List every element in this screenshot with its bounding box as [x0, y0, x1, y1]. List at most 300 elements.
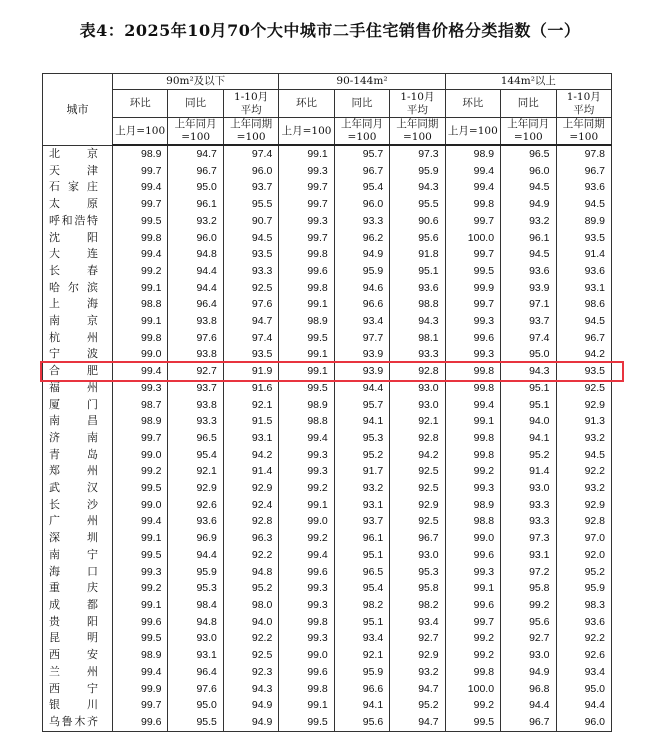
group-header-small: 90m²及以下	[113, 74, 279, 90]
mom-header: 环比	[113, 90, 168, 118]
index-value-cell: 95.7	[334, 145, 389, 163]
index-value-cell: 99.7	[113, 430, 168, 447]
index-value-cell: 94.4	[556, 697, 612, 714]
index-value-cell: 97.7	[334, 330, 389, 347]
index-value-cell: 99.7	[113, 697, 168, 714]
table-row	[43, 179, 612, 196]
index-value-cell: 92.9	[168, 480, 223, 497]
index-value-cell: 95.0	[556, 681, 612, 698]
index-value-cell: 93.7	[501, 313, 556, 330]
index-value-cell: 97.0	[556, 530, 612, 547]
index-value-cell: 95.3	[390, 564, 445, 581]
table-row	[43, 614, 612, 631]
index-value-cell: 99.2	[113, 580, 168, 597]
base-last-year-month: 上年同月 =100	[334, 118, 389, 146]
index-value-cell: 98.8	[279, 413, 334, 430]
index-value-cell: 95.1	[390, 263, 445, 280]
index-value-cell: 94.3	[390, 179, 445, 196]
index-value-cell: 93.0	[168, 630, 223, 647]
index-value-cell: 94.4	[334, 380, 389, 397]
index-value-cell: 99.4	[113, 664, 168, 681]
index-value-cell: 93.0	[390, 380, 445, 397]
index-value-cell: 92.5	[223, 647, 278, 664]
index-value-cell: 95.7	[334, 397, 389, 414]
city-cell: 昆明	[43, 630, 113, 647]
index-value-cell: 91.4	[501, 463, 556, 480]
index-value-cell: 96.3	[223, 530, 278, 547]
index-value-cell: 96.7	[390, 530, 445, 547]
index-value-cell: 91.8	[390, 246, 445, 263]
index-value-cell: 99.5	[113, 630, 168, 647]
table-row	[43, 597, 612, 614]
index-value-cell: 95.1	[501, 380, 556, 397]
index-value-cell: 92.9	[390, 647, 445, 664]
table-row	[43, 213, 612, 230]
index-value-cell: 95.0	[168, 697, 223, 714]
index-value-cell: 95.6	[334, 714, 389, 731]
index-value-cell: 92.7	[168, 363, 223, 380]
index-value-cell: 99.1	[445, 413, 500, 430]
index-value-cell: 99.5	[113, 213, 168, 230]
table-row	[43, 330, 612, 347]
table-title: 表4：2025年10月70个大中城市二手住宅销售价格分类指数（一）	[79, 21, 581, 40]
index-value-cell: 92.0	[556, 547, 612, 564]
city-cell: 太原	[43, 196, 113, 213]
index-value-cell: 99.3	[445, 564, 500, 581]
index-value-cell: 99.6	[445, 547, 500, 564]
index-value-cell: 99.1	[279, 145, 334, 163]
index-value-cell: 95.6	[390, 230, 445, 247]
index-value-cell: 93.6	[556, 263, 612, 280]
index-value-cell: 99.8	[113, 330, 168, 347]
index-value-cell: 95.2	[334, 447, 389, 464]
index-value-cell: 94.7	[390, 714, 445, 731]
index-value-cell: 99.7	[445, 296, 500, 313]
index-value-cell: 99.0	[113, 346, 168, 363]
table-row	[43, 547, 612, 564]
index-value-cell: 96.6	[334, 681, 389, 698]
index-value-cell: 99.0	[279, 513, 334, 530]
index-value-cell: 93.0	[501, 647, 556, 664]
index-value-cell: 94.5	[556, 196, 612, 213]
index-value-cell: 94.1	[501, 430, 556, 447]
index-value-cell: 91.6	[223, 380, 278, 397]
base-last-year-period: 上年同期 =100	[390, 118, 445, 146]
index-value-cell: 96.6	[334, 296, 389, 313]
city-cell: 南昌	[43, 413, 113, 430]
index-value-cell: 99.5	[279, 714, 334, 731]
city-cell: 呼和浩特	[43, 213, 113, 230]
index-value-cell: 95.9	[334, 263, 389, 280]
index-value-cell: 94.5	[501, 179, 556, 196]
index-value-cell: 95.9	[390, 163, 445, 180]
city-cell: 郑州	[43, 463, 113, 480]
index-value-cell: 92.6	[168, 497, 223, 514]
index-value-cell: 99.3	[445, 313, 500, 330]
index-value-cell: 99.5	[445, 263, 500, 280]
index-value-cell: 95.4	[168, 447, 223, 464]
index-value-cell: 99.3	[279, 213, 334, 230]
table-row	[43, 647, 612, 664]
index-value-cell: 99.3	[113, 564, 168, 581]
index-value-cell: 98.9	[445, 497, 500, 514]
table-row	[43, 280, 612, 297]
index-value-cell: 99.1	[279, 697, 334, 714]
index-value-cell: 99.1	[279, 346, 334, 363]
index-value-cell: 94.9	[223, 714, 278, 731]
index-value-cell: 91.3	[556, 413, 612, 430]
index-value-cell: 93.9	[334, 363, 389, 380]
index-value-cell: 98.1	[390, 330, 445, 347]
city-cell: 乌鲁木齐	[43, 714, 113, 731]
index-value-cell: 99.4	[113, 246, 168, 263]
city-cell: 合肥	[43, 363, 113, 380]
index-value-cell: 96.0	[501, 163, 556, 180]
index-value-cell: 98.9	[279, 397, 334, 414]
index-value-cell: 99.8	[445, 430, 500, 447]
index-value-cell: 95.8	[501, 580, 556, 597]
index-value-cell: 98.9	[279, 313, 334, 330]
table-row	[43, 397, 612, 414]
index-value-cell: 92.9	[390, 497, 445, 514]
index-value-cell: 99.2	[445, 630, 500, 647]
index-value-cell: 95.5	[390, 196, 445, 213]
index-value-cell: 99.3	[445, 346, 500, 363]
index-value-cell: 92.5	[556, 380, 612, 397]
city-cell: 福州	[43, 380, 113, 397]
index-value-cell: 96.5	[501, 145, 556, 163]
index-value-cell: 93.7	[334, 513, 389, 530]
index-value-cell: 93.3	[390, 346, 445, 363]
index-value-cell: 93.5	[556, 363, 612, 380]
index-value-cell: 93.6	[501, 263, 556, 280]
city-cell: 海口	[43, 564, 113, 581]
index-value-cell: 92.8	[223, 513, 278, 530]
index-value-cell: 99.1	[113, 313, 168, 330]
index-value-cell: 94.3	[390, 313, 445, 330]
index-value-cell: 94.2	[390, 447, 445, 464]
table-row	[43, 480, 612, 497]
index-value-cell: 96.5	[168, 430, 223, 447]
base-last-year-period: 上年同期 =100	[223, 118, 278, 146]
index-value-cell: 99.7	[279, 230, 334, 247]
index-value-cell: 99.7	[279, 179, 334, 196]
index-value-cell: 98.0	[223, 597, 278, 614]
yoy-header: 同比	[334, 90, 389, 118]
table-row	[43, 714, 612, 731]
index-value-cell: 95.3	[334, 430, 389, 447]
index-value-cell: 94.8	[168, 614, 223, 631]
city-cell: 宁波	[43, 346, 113, 363]
city-cell: 武汉	[43, 480, 113, 497]
index-value-cell: 93.2	[556, 480, 612, 497]
city-cell: 石家庄	[43, 179, 113, 196]
index-value-cell: 99.4	[279, 547, 334, 564]
index-value-cell: 94.0	[223, 614, 278, 631]
index-value-cell: 92.4	[223, 497, 278, 514]
index-value-cell: 93.6	[556, 179, 612, 196]
index-value-cell: 92.1	[223, 397, 278, 414]
index-value-cell: 93.8	[168, 313, 223, 330]
index-value-cell: 98.4	[168, 597, 223, 614]
index-value-cell: 99.5	[279, 330, 334, 347]
index-value-cell: 99.4	[113, 513, 168, 530]
index-value-cell: 96.5	[334, 564, 389, 581]
index-value-cell: 93.2	[168, 213, 223, 230]
city-cell: 南宁	[43, 547, 113, 564]
index-value-cell: 97.8	[556, 145, 612, 163]
index-value-cell: 92.5	[390, 463, 445, 480]
table-body	[43, 145, 612, 731]
index-value-cell: 97.6	[168, 681, 223, 698]
index-value-cell: 96.0	[556, 714, 612, 731]
base-last-month: 上月=100	[279, 118, 334, 146]
index-value-cell: 99.6	[445, 330, 500, 347]
city-cell: 西安	[43, 647, 113, 664]
table-row	[43, 263, 612, 280]
index-value-cell: 92.9	[556, 497, 612, 514]
index-value-cell: 93.1	[501, 547, 556, 564]
index-value-cell: 97.4	[501, 330, 556, 347]
index-value-cell: 96.7	[334, 163, 389, 180]
index-value-cell: 99.7	[445, 614, 500, 631]
table-row	[43, 530, 612, 547]
index-value-cell: 92.9	[556, 397, 612, 414]
index-value-cell: 92.7	[501, 630, 556, 647]
index-value-cell: 99.4	[445, 179, 500, 196]
index-value-cell: 99.8	[445, 380, 500, 397]
index-value-cell: 93.6	[390, 280, 445, 297]
index-value-cell: 99.2	[445, 647, 500, 664]
index-value-cell: 93.4	[334, 313, 389, 330]
index-value-cell: 93.9	[334, 346, 389, 363]
sub-header-row	[43, 90, 612, 118]
index-value-cell: 94.6	[334, 280, 389, 297]
index-value-cell: 99.1	[113, 280, 168, 297]
city-cell: 厦门	[43, 397, 113, 414]
index-value-cell: 98.2	[390, 597, 445, 614]
table-row	[43, 463, 612, 480]
base-last-year-month: 上年同月 =100	[168, 118, 223, 146]
index-value-cell: 94.5	[501, 246, 556, 263]
index-value-cell: 94.5	[556, 447, 612, 464]
index-value-cell: 95.9	[168, 564, 223, 581]
index-value-cell: 94.5	[556, 313, 612, 330]
index-value-cell: 92.1	[334, 647, 389, 664]
index-value-cell: 92.5	[223, 280, 278, 297]
index-value-cell: 92.2	[556, 463, 612, 480]
index-value-cell: 92.5	[390, 513, 445, 530]
index-value-cell: 99.3	[279, 447, 334, 464]
index-value-cell: 99.2	[113, 463, 168, 480]
index-value-cell: 99.0	[113, 497, 168, 514]
index-value-cell: 93.6	[168, 513, 223, 530]
index-value-cell: 99.3	[445, 480, 500, 497]
index-value-cell: 93.1	[556, 280, 612, 297]
city-cell: 深圳	[43, 530, 113, 547]
index-value-cell: 98.8	[113, 296, 168, 313]
index-value-cell: 95.9	[334, 664, 389, 681]
index-value-cell: 99.0	[279, 647, 334, 664]
index-value-cell: 99.9	[113, 681, 168, 698]
base-last-month: 上月=100	[113, 118, 168, 146]
index-value-cell: 99.7	[113, 163, 168, 180]
index-value-cell: 94.0	[501, 413, 556, 430]
index-value-cell: 92.3	[223, 664, 278, 681]
index-value-cell: 93.7	[168, 380, 223, 397]
index-value-cell: 95.1	[501, 397, 556, 414]
index-value-cell: 93.0	[390, 397, 445, 414]
index-value-cell: 93.1	[168, 647, 223, 664]
city-cell: 杭州	[43, 330, 113, 347]
index-value-cell: 96.0	[334, 196, 389, 213]
index-value-cell: 93.6	[556, 614, 612, 631]
index-value-cell: 99.3	[279, 630, 334, 647]
index-value-cell: 99.3	[279, 597, 334, 614]
index-value-cell: 94.4	[168, 547, 223, 564]
table-row	[43, 513, 612, 530]
index-value-cell: 94.2	[223, 447, 278, 464]
index-value-cell: 96.7	[556, 163, 612, 180]
index-value-cell: 91.4	[556, 246, 612, 263]
index-value-cell: 96.0	[223, 163, 278, 180]
index-value-cell: 99.8	[445, 664, 500, 681]
index-value-cell: 95.2	[556, 564, 612, 581]
index-value-cell: 99.8	[445, 196, 500, 213]
index-value-cell: 99.2	[113, 263, 168, 280]
base-last-year-month: 上年同月 =100	[501, 118, 556, 146]
index-value-cell: 99.6	[113, 714, 168, 731]
index-value-cell: 94.9	[223, 697, 278, 714]
index-value-cell: 95.1	[334, 614, 389, 631]
index-value-cell: 99.4	[279, 430, 334, 447]
index-value-cell: 98.8	[445, 513, 500, 530]
city-cell: 天津	[43, 163, 113, 180]
city-cell: 长沙	[43, 497, 113, 514]
index-value-cell: 90.6	[390, 213, 445, 230]
index-value-cell: 96.8	[501, 681, 556, 698]
index-value-cell: 99.2	[445, 697, 500, 714]
mom-header: 环比	[279, 90, 334, 118]
index-value-cell: 99.6	[445, 597, 500, 614]
table-row	[43, 246, 612, 263]
index-value-cell: 93.4	[556, 664, 612, 681]
index-value-cell: 93.4	[334, 630, 389, 647]
table-row	[43, 163, 612, 180]
index-value-cell: 93.5	[223, 246, 278, 263]
index-value-cell: 97.1	[501, 296, 556, 313]
table-row	[43, 447, 612, 464]
city-cell: 成都	[43, 597, 113, 614]
index-value-cell: 94.7	[223, 313, 278, 330]
index-value-cell: 92.1	[168, 463, 223, 480]
index-value-cell: 95.9	[556, 580, 612, 597]
index-value-cell: 93.5	[556, 230, 612, 247]
index-value-cell: 95.0	[168, 179, 223, 196]
index-value-cell: 93.2	[334, 480, 389, 497]
index-value-cell: 99.2	[279, 480, 334, 497]
index-value-cell: 97.2	[501, 564, 556, 581]
index-value-cell: 93.8	[168, 397, 223, 414]
index-value-cell: 99.9	[445, 280, 500, 297]
index-value-cell: 93.3	[501, 513, 556, 530]
city-cell: 济南	[43, 430, 113, 447]
city-cell: 兰州	[43, 664, 113, 681]
index-value-cell: 95.4	[334, 580, 389, 597]
index-value-cell: 92.2	[223, 630, 278, 647]
table-row	[43, 230, 612, 247]
city-cell: 大连	[43, 246, 113, 263]
table-row	[43, 413, 612, 430]
index-value-cell: 93.3	[334, 213, 389, 230]
index-value-cell: 92.8	[390, 363, 445, 380]
index-value-cell: 93.2	[390, 664, 445, 681]
index-value-cell: 98.9	[113, 145, 168, 163]
index-value-cell: 99.8	[279, 614, 334, 631]
index-value-cell: 94.4	[168, 263, 223, 280]
index-value-cell: 99.3	[279, 163, 334, 180]
index-value-cell: 99.5	[113, 547, 168, 564]
index-value-cell: 99.2	[445, 463, 500, 480]
ytd-avg-header: 1-10月 平均	[556, 90, 612, 118]
city-cell: 西宁	[43, 681, 113, 698]
base-last-month: 上月=100	[445, 118, 500, 146]
index-value-cell: 99.3	[279, 463, 334, 480]
table-row	[43, 664, 612, 681]
index-value-cell: 93.9	[501, 280, 556, 297]
index-value-cell: 96.7	[168, 163, 223, 180]
index-value-cell: 97.3	[390, 145, 445, 163]
table-row	[43, 564, 612, 581]
price-index-table	[42, 73, 612, 732]
index-value-cell: 96.1	[334, 530, 389, 547]
city-cell: 重庆	[43, 580, 113, 597]
index-value-cell: 98.7	[113, 397, 168, 414]
ytd-avg-header: 1-10月 平均	[390, 90, 445, 118]
index-value-cell: 95.5	[168, 714, 223, 731]
index-value-cell: 99.8	[113, 230, 168, 247]
index-value-cell: 94.5	[223, 230, 278, 247]
index-value-cell: 97.4	[223, 145, 278, 163]
index-value-cell: 94.9	[334, 246, 389, 263]
index-value-cell: 94.9	[501, 196, 556, 213]
index-value-cell: 93.3	[223, 263, 278, 280]
index-value-cell: 95.8	[390, 580, 445, 597]
index-value-cell: 94.7	[168, 145, 223, 163]
index-value-cell: 99.8	[279, 280, 334, 297]
index-value-cell: 99.5	[279, 380, 334, 397]
index-value-cell: 94.8	[223, 564, 278, 581]
index-value-cell: 98.9	[113, 647, 168, 664]
index-value-cell: 92.8	[390, 430, 445, 447]
index-value-cell: 99.7	[445, 213, 500, 230]
city-column-header: 城市	[43, 74, 113, 146]
index-value-cell: 99.5	[113, 480, 168, 497]
index-value-cell: 95.6	[501, 614, 556, 631]
index-value-cell: 93.1	[223, 430, 278, 447]
index-value-cell: 99.0	[113, 447, 168, 464]
index-value-cell: 99.6	[279, 664, 334, 681]
index-value-cell: 93.3	[501, 497, 556, 514]
index-value-cell: 94.1	[334, 413, 389, 430]
index-value-cell: 99.1	[279, 363, 334, 380]
index-value-cell: 96.1	[168, 196, 223, 213]
index-value-cell: 94.7	[390, 681, 445, 698]
index-value-cell: 94.3	[501, 363, 556, 380]
index-value-cell: 98.9	[113, 413, 168, 430]
index-value-cell: 97.6	[223, 296, 278, 313]
index-value-cell: 95.5	[223, 196, 278, 213]
